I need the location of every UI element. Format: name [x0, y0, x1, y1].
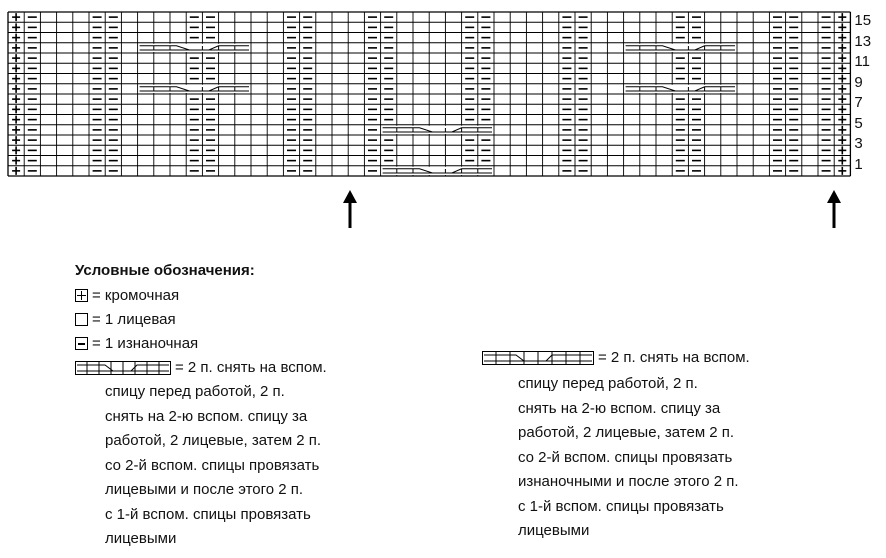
legend-cable-right-first: = 2 п. снять на вспом. — [598, 349, 750, 366]
knit-stitch-icon — [75, 313, 88, 326]
row-number: 3 — [854, 135, 863, 152]
desc-line: с 1-й вспом. спицы провязать — [105, 505, 311, 523]
desc-line: спицу перед работой, 2 п. — [518, 375, 698, 392]
purl-stitch-icon — [75, 337, 88, 350]
row-number: 13 — [854, 32, 872, 50]
desc-line: работой, 2 лицевые, затем 2 п. — [105, 432, 322, 449]
legend-title: Условные обозначения: — [75, 262, 255, 279]
row-number: 15 — [854, 12, 872, 29]
desc-line: со 2-й вспом. спицы провязать — [105, 456, 320, 474]
cable-cell — [139, 85, 250, 93]
arrow-repeat-end — [827, 190, 841, 228]
legend-purl — [75, 335, 198, 352]
arrow-repeat-start — [343, 190, 357, 228]
cable-cell — [625, 85, 736, 93]
cable-purl-icon — [482, 351, 594, 365]
row-number: 5 — [854, 114, 863, 132]
legend-cable-right — [482, 349, 750, 366]
cable-cell — [382, 167, 493, 175]
desc-line: лицевыми и после этого 2 п. — [105, 481, 304, 498]
desc-line: изнаночными и после этого 2 п. — [518, 473, 739, 490]
cable-knit-icon — [75, 361, 171, 375]
row-number: 9 — [854, 73, 863, 91]
desc-line: снять на 2-ю вспом. спицу за — [518, 399, 721, 417]
legend-cable-left — [75, 359, 327, 376]
cable-cell — [382, 126, 493, 134]
desc-line: с 1-й вспом. спицы провязать — [518, 497, 724, 515]
legend-cable-left-first: = 2 п. снять на вспом. — [175, 359, 327, 376]
legend-knit-label: = 1 лицевая — [92, 311, 176, 328]
desc-line: работой, 2 лицевые, затем 2 п. — [518, 424, 735, 441]
legend-purl-label: = 1 изнаночная — [92, 335, 199, 352]
desc-line: лицевыми — [105, 530, 177, 547]
cable-cell — [139, 44, 250, 52]
knitting-chart — [0, 0, 886, 240]
edge-stitch-icon — [75, 289, 88, 302]
legend-edge-label: = кромочная — [92, 287, 180, 304]
legend-edge — [75, 287, 179, 304]
legend-knit — [75, 311, 176, 328]
desc-line: лицевыми — [518, 522, 590, 539]
row-number: 7 — [854, 94, 863, 111]
desc-line: со 2-й вспом. спицы провязать — [518, 448, 733, 466]
desc-line: снять на 2-ю вспом. спицу за — [105, 407, 308, 425]
cable-cell — [625, 44, 736, 52]
chart-grid — [8, 12, 850, 176]
desc-line: спицу перед работой, 2 п. — [105, 383, 285, 400]
row-number: 1 — [854, 155, 863, 173]
legend-cable-right-desc — [518, 372, 739, 544]
row-number: 11 — [854, 53, 870, 70]
legend-cable-left-desc — [105, 380, 321, 552]
